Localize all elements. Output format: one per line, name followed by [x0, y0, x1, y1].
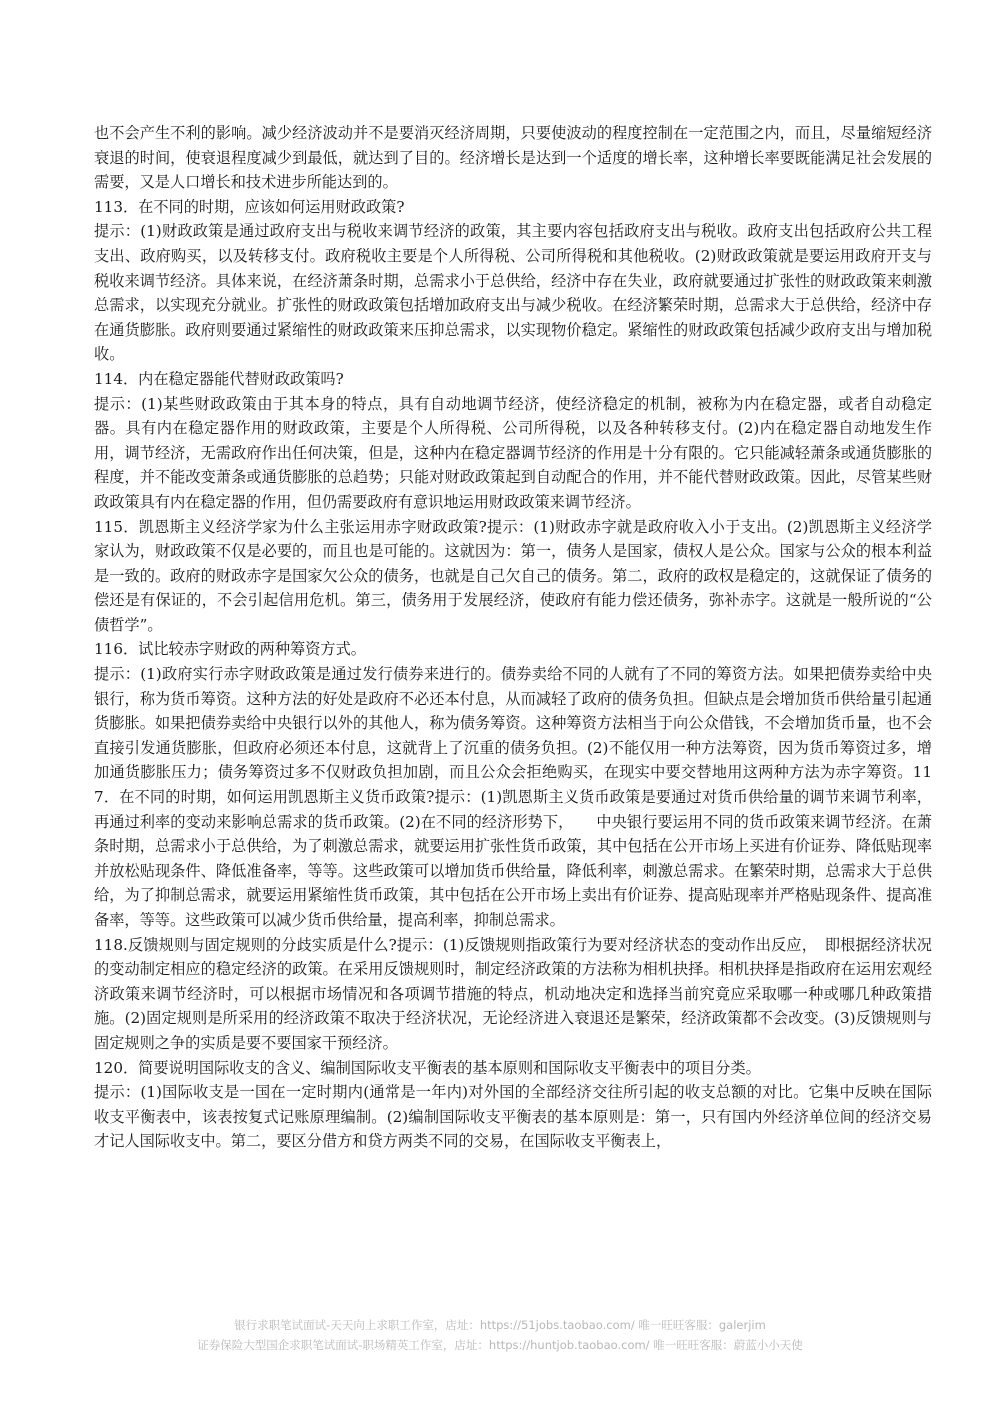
- document-body: [94, 121, 932, 1154]
- question-answer-118: 118.反馈规则与固定规则的分歧实质是什么?提示：(1)反馈规则指政策行为要对经济状态的变动作出反应， 即根据经济状况的变动制定相应的稳定经济的政策。在采用反馈规则时，制定经济政策的方法称为相机抉择。相机抉择是指政府在运用宏观经济政策来调节经济时，可以根据市场情况和各项调节措施的特点，机动地决定和选择当前究竟应采取哪一种或哪几种政策措施。(2)固定规则是所采用的经济政策不取决于经济状况，无论经济进入衰退还是繁荣，经济政策都不会改变。(3)反馈规则与固定规则之争的实质是要不要国家干预经济。: [94, 935, 932, 1052]
- question-114: 114．内在稳定器能代替财政政策吗?: [94, 369, 344, 388]
- answer-120: 提示：(1)国际收支是一国在一定时期内(通常是一年内)对外国的全部经济交往所引起的收支总额的对比。它集中反映在国际收支平衡表中，该表按复式记账原理编制。(2)编制国际收支平衡表的基本原则是：第一，只有国内外经济单位间的经济交易才记人国际收支中。第二，要区分借方和贷方两类不同的交易，在国际收支平衡表上，: [94, 1083, 932, 1151]
- question-120: 120．简要说明国际收支的含义、编制国际收支平衡表的基本原则和国际收支平衡表中的项目分类。: [94, 1058, 761, 1077]
- footer-line-1: 银行求职笔试面试-天天向上求职工作室，店址：https://51jobs.taobao.com/ 唯一旺旺客服：galerjim: [234, 1318, 766, 1332]
- question-answer-115: 115．凯恩斯主义经济学家为什么主张运用赤字财政政策?提示：(1)财政赤字就是政府收入小于支出。(2)凯恩斯主义经济学家认为，财政政策不仅是必要的，而且也是可能的。这就因为：第一，债务人是国家，债权人是公众。国家与公众的根本利益是一致的。政府的财政赤字是国家欠公众的债务，也就是自己欠自己的债务。第二，政府的政权是稳定的，这就保证了债务的偿还是有保证的，不会引起信用危机。第三，债务用于发展经济，使政府有能力偿还债务，弥补赤字。这就是一般所说的“公债哲学”。: [94, 517, 932, 634]
- answer-116-117: 提示：(1)政府实行赤字财政政策是通过发行债券来进行的。债券卖给不同的人就有了不同的筹资方法。如果把债券卖给中央银行，称为货币筹资。这种方法的好处是政府不必还本付息，从而减轻了政府的债务负担。但缺点是会增加货币供给量引起通货膨胀。如果把债券卖给中央银行以外的其他人，称为债务筹资。这种筹资方法相当于向公众借钱，不会增加货币量，也不会直接引发通货膨胀，但政府必须还本付息，这就背上了沉重的债务负担。(2)不能仅用一种方法筹资，因为货币筹资过多，增加通货膨胀压力；债务筹资过多不仅财政负担加剧，而且公众会拒绝购买，在现实中要交替地用这两种方法为赤字筹资。117．在不同的时期，如何运用凯恩斯主义货币政策?提示：(1)凯恩斯主义货币政策是要通过对货币供给量的调节来调节利率，再通过利率的变动来影响总需求的货币政策。(2)在不同的经济形势下， 中央银行要运用不同的货币政策来调节经济。在萧条时期，总需求小于总供给，为了刺激总需求，就要运用扩张性货币政策，其中包括在公开市场上买进有价证券、降低贴现率并放松贴现条件、降低准备率，等等。这些政策可以增加货币供给量，降低利率，刺激总需求。在繁荣时期，总需求大于总供给，为了抑制总需求，就要运用紧缩性货币政策，其中包括在公开市场上卖出有价证券、提高贴现率并严格贴现条件、提高准备率，等等。这些政策可以减少货币供给量，提高利率，抑制总需求。: [94, 665, 932, 929]
- question-113: 113．在不同的时期，应该如何运用财政政策?: [94, 197, 405, 216]
- answer-114: 提示：(1)某些财政政策由于其本身的特点，具有自动地调节经济，使经济稳定的机制，被称为内在稳定器，或者自动稳定器。具有内在稳定器作用的财政政策，主要是个人所得税、公司所得税，以及各种转移支付。(2)内在稳定器自动地发生作用，调节经济，无需政府作出任何决策，但是，这种内在稳定器调节经济的作用是十分有限的。它只能减轻萧条或通货膨胀的程度，并不能改变萧条或通货膨胀的总趋势；只能对财政政策起到自动配合的作用，并不能代替财政政策。因此，尽管某些财政政策具有内在稳定器的作用，但仍需要政府有意识地运用财政政策来调节经济。: [94, 394, 932, 511]
- paragraph-continuation: 也不会产生不利的影响。减少经济波动并不是要消灭经济周期，只要使波动的程度控制在一定范围之内，而且，尽量缩短经济衰退的时间，使衰退程度减少到最低，就达到了目的。经济增长是达到一个适度的增长率，这种增长率要既能满足社会发展的需要，又是人口增长和技术进步所能达到的。: [94, 124, 932, 192]
- footer-line-2: 证券保险大型国企求职笔试面试-职场精英工作室，店址：https://huntjob.taobao.com/ 唯一旺旺客服：蔚蓝小小天使: [197, 1338, 803, 1352]
- question-116: 116．试比较赤字财政的两种筹资方式。: [94, 640, 366, 659]
- answer-113: 提示：(1)财政政策是通过政府支出与税收来调节经济的政策，其主要内容包括政府支出与税收。政府支出包括政府公共工程支出、政府购买，以及转移支付。政府税收主要是个人所得税、公司所得税和其他税收。(2)财政政策就是要运用政府开支与税收来调节经济。具体来说，在经济萧条时期，总需求小于总供给，经济中存在失业，政府就要通过扩张性的财政政策来刺激总需求，以实现充分就业。扩张性的财政政策包括增加政府支出与减少税收。在经济繁荣时期，总需求大于总供给，经济中存在通货膨胀。政府则要通过紧缩性的财政政策来压抑总需求，以实现物价稳定。紧缩性的财政政策包括减少政府支出与增加税收。: [94, 222, 932, 364]
